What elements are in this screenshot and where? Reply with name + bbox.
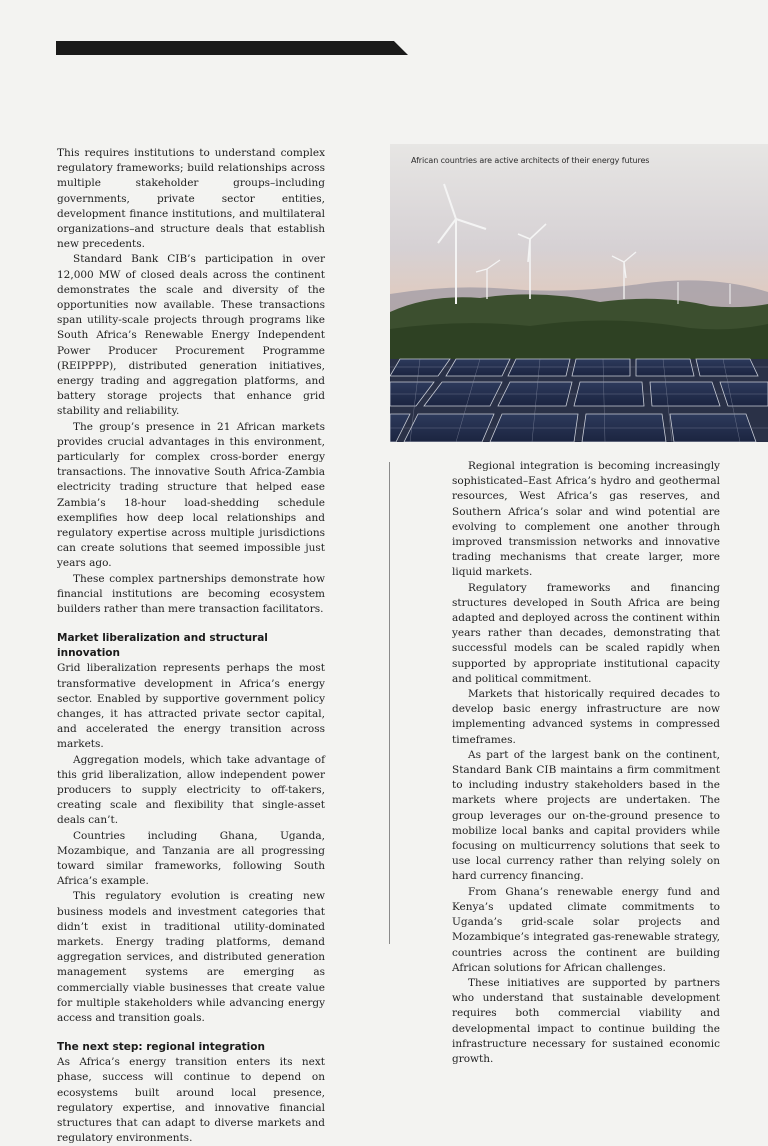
paragraph: This requires institutions to understand complex regulatory frameworks; build relationships across multiple stakeholder groups–including governments, private sector entities, development finance institutions, and multilateral organizations–and structure deals that establish new precedents. — [57, 147, 325, 251]
paragraph: From Ghana’s renewable energy fund and Kenya’s updated climate commitments to Uganda’s grid-scale solar projects and Mozambique’s integrated gas-renewable strategy, countries across the continent are building African solutions for African challenges. — [452, 885, 720, 974]
paragraph: Aggregation models, which take advantage of this grid liberalization, allow independent power producers to supply electricity to off-takers, creating scale and flexibility that single-asset deals can’t. — [57, 753, 325, 827]
paragraph: Standard Bank CIB’s participation in over 12,000 MW of closed deals across the continent demonstrates the scale and diversity of the opportunities now available. These transactions span utility-scale projects through programs like South Africa’s Renewable Energy Independent Power Producer Procurement Programme (REIPPPP), distributed generation initiatives, energy trading and aggregation platforms, and battery storage projects that enhance grid stability and reliability. — [57, 253, 325, 418]
section-heading-regional-integration: The next step: regional integration — [57, 1041, 265, 1054]
paragraph: Markets that historically required decades to develop basic energy infrastructure are now implementing advanced systems in compressed timeframes. — [452, 688, 720, 746]
paragraph: Regulatory frameworks and financing structures developed in South Africa are being adapted and deployed across the continent within years rather than decades, demonstrating that successful models can be scaled rapidly when supported by appropriate institutional capacity and political commitment. — [452, 581, 720, 685]
energy-landscape-photo — [390, 144, 768, 442]
paragraph: These initiatives are supported by partners who understand that sustainable development requires both commercial viability and developmental impact to continue building the infrastructure necessary for sustained economic growth. — [452, 976, 720, 1065]
left-column — [57, 146, 325, 1146]
paragraph: Grid liberalization represents perhaps the most transformative development in Africa’s energy sector. Enabled by supportive government policy changes, it has attracted private sector capital, and accelerated the energy transition across markets. — [57, 662, 325, 751]
paragraph: These complex partnerships demonstrate how financial institutions are becoming ecosystem builders rather than mere transaction facilitators. — [57, 572, 325, 616]
paragraph: As part of the largest bank on the continent, Standard Bank CIB maintains a firm commitment to including industry stakeholders based in the markets where projects are undertaken. The group leverages our on-the-ground presence to mobilize local banks and capital providers while focusing on multicurrency solutions that seek to use local currency rather than relying solely on hard currency financing. — [452, 748, 720, 883]
photo-caption: African countries are active architects of their energy futures — [411, 156, 650, 165]
paragraph: The group’s presence in 21 African markets provides crucial advantages in this environment, particularly for complex cross-border energy transactions. The innovative South Africa-Zambia electricity trading structure that helped ease Zambia’s 18-hour load-shedding schedule exemplifies how deep local relationships and regulatory expertise across multiple jurisdictions can create solutions that seemed impossible just years ago. — [57, 420, 325, 570]
column-divider — [389, 462, 390, 944]
paragraph: Regional integration is becoming increasingly sophisticated–East Africa’s hydro and geothermal resources, West Africa’s gas reserves, and Southern Africa’s solar and wind potential are evolving to complement one another through improved transmission networks and innovative trading mechanisms that create larger, more liquid markets. — [452, 460, 720, 579]
paragraph: As Africa’s energy transition enters its next phase, success will continue to depend on ecosystems built around local presence, regulatory expertise, and innovative financial structures that can adapt to diverse markets and regulatory environments. — [57, 1056, 325, 1145]
paragraph: Countries including Ghana, Uganda, Mozambique, and Tanzania are all progressing toward similar frameworks, following South Africa’s example. — [57, 829, 325, 888]
right-column — [452, 459, 720, 1067]
wind-turbines-and-solar-panels-photo — [390, 144, 768, 442]
section-header-bar — [56, 41, 408, 55]
paragraph: This regulatory evolution is creating new business models and investment categories that didn’t exist in traditional utility-dominated markets. Energy trading platforms, demand aggregation services, and distributed generation management systems are emerging as commercially viable businesses that create value for multiple stakeholders while advancing energy access and transition goals. — [57, 890, 325, 1024]
section-heading-market-liberalization: Market liberalization and structural innovation — [57, 632, 268, 660]
